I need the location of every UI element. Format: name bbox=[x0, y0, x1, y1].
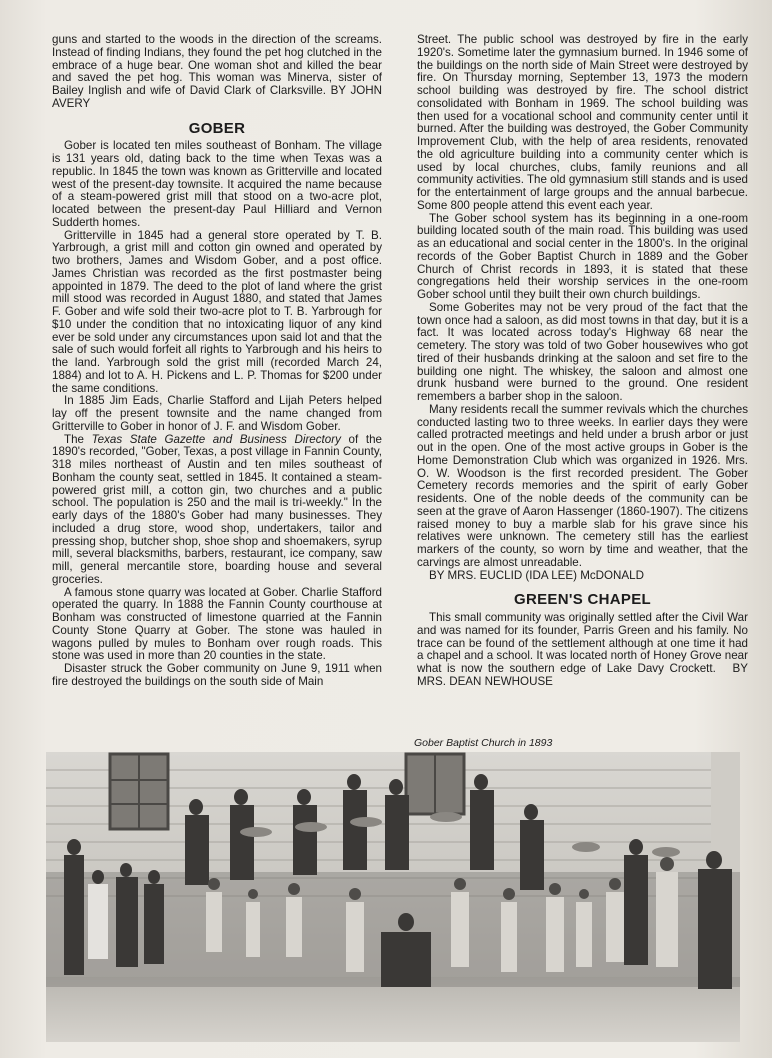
church-group-photo bbox=[46, 752, 740, 1042]
directory-before: The bbox=[64, 432, 92, 446]
left-column bbox=[52, 34, 382, 689]
gober-paragraph-directory bbox=[52, 434, 382, 587]
gober-paragraph-saloon: Some Goberites may not be very proud of the fact that the town once had a saloon, as did most towns in that day, but it is a fact. It was located across today's Highway 68 near the cemetery. The story was told of two Gober housewives who got tired of their husbands drinking at the saloon and set fire to the building one night. The whiskey, the saloon and almost one drunk husband were burned to the ground. One resident remembers a barber shop in the saloon. bbox=[417, 300, 748, 403]
directory-after: of the 1890's recorded, "Gober, Texas, a post village in Fannin County, 318 miles northeast of Austin and ten miles southeast of Bonham the county seat, settled in 1845. It contained a steam-powered grist mill, a cotton gin, two churches and a public school. The population is 250 and the mail is tri-weekly." In the early days of the 1880's Gober had many businesses. They included a drug store, wood shop, undertakers, tailor and pressing shop, butcher shop, shoe shop and shoemakers, syrup mill, several blacksmiths, barbers, restaurant, ice company, saw mill, general mercantile store, boarding house and several groceries. bbox=[52, 432, 382, 586]
gober-paragraph-2: Gritterville in 1845 had a general store operated by T. B. Yarbrough, a grist mill and cotton gin owned and operated by two brothers, James and Wisdom Gober, and a post office. James Christian was recorded as the first postmaster being appointed in 1879. The deed to the plot of land where the grist mill stood was recorded in August 1880, and stated that James F. Gober and wife sold their two-acre plot to T. B. Yarbrough for $10 under the condition that no intoxicating liquor of any kind ever be sold under any circumstances upon said lot and that the sale of such would forfeit all rights to Yarbrough and his heirs to the land. Yarbrough sold the grist mill (recorded March 24, 1884) and lot to A. H. Pickens and L. P. Thomas for $200 under the same conditions. bbox=[52, 228, 382, 395]
gober-paragraph-1: Gober is located ten miles southeast of Bonham. The village is 131 years old, dating back to the time when Texas was a republic. In 1845 the town was known as Gritterville and located west of the present-day townsite. It acquired the name because of a steam-powered grist mill that stood on a two-acre plot, located between the present-day Paul Hilliard and Vernon Sudderth homes. bbox=[52, 139, 382, 229]
gober-paragraph-school: The Gober school system has its beginning in a one-room building located south of the main road. This building was used as an educational and social center in the 1800's. In the original records of the Gober Baptist Church in 1889 and the Gober Church of Christ records in 1893, it is stated that these congregations held their worship services in the one-room Gober school until they built their own church buildings. bbox=[417, 211, 748, 301]
gober-paragraph-3: In 1885 Jim Eads, Charlie Stafford and Lijah Peters helped lay off the present townsite and the name changed from Gritterville to Gober in honor of J. F. and Wisdom Gober. bbox=[52, 394, 382, 433]
greens-chapel-text: This small community was originally settled after the Civil War and was named for its founder, Parris Green and his family. No trace can be found of the settlement although at one time it had a chapel and a school. It was located north of Honey Grove near what is now the southern edge of Lake Davy Crockett. bbox=[417, 611, 748, 675]
greens-chapel-paragraph bbox=[417, 612, 748, 689]
photo-caption: Gober Baptist Church in 1893 bbox=[414, 737, 553, 749]
gober-paragraph-continued: Street. The public school was destroyed by fire in the early 1920's. Sometime later the gymnasium burned. In 1946 some of the buildings on the north side of Main Street were destroyed by fire. On Thursday morning, September 13, 1973 the modern school building was destroyed by fire. The school district consolidated with Bonham in 1969. The school building was then used for a vocational school and community center until it burned. After the building was destroyed, the Gober Community Improvement Club, with the help of area residents, renovated the old agriculture building into a community center which is used by local churches, clubs, family reunions and all community activities. The old gymnasium still stands and is used for the entertainment of large groups and the annual barbecue. Some 800 people attend this event each year. bbox=[417, 33, 748, 212]
gober-heading: GOBER bbox=[188, 119, 246, 137]
greens-chapel-byline: BY MRS. DEAN NEWHOUSE bbox=[417, 662, 748, 688]
gober-byline: BY MRS. EUCLID (IDA LEE) McDONALD bbox=[429, 568, 644, 582]
gober-paragraph-fire: Disaster struck the Gober community on June 9, 1911 when fire destroyed the buildings on the south side of Main bbox=[52, 662, 382, 688]
right-column bbox=[417, 34, 748, 689]
directory-title: Texas State Gazette and Business Directory bbox=[91, 432, 341, 446]
church-group-photo-image bbox=[46, 752, 740, 1042]
gober-paragraph-revivals: Many residents recall the summer revivals which the churches conducted lasting two to three weeks. In earlier days they were called protracted meetings and held under a brush arbor or just out in the open. One of the most active groups in Gober is the Home Demonstration Club which was organized in 1926. Mrs. O. W. Woodson is the first recorded president. The Gober Cemetery records memories and the spirit of early Gober residents. One of the noble deeds of the community can be seen at the grave of Aaron Hassenger (1860-1907). The citizens raised money to buy a marble slab for his grave since his relatives were unknown. The cemetery still has the earliest markers of the county, so worn by time and weather, that the carvings are almost unreadable. bbox=[417, 402, 748, 569]
greens-chapel-heading: GREEN'S CHAPEL bbox=[514, 591, 651, 609]
intro-paragraph: guns and started to the woods in the direction of the screams. Instead of finding Indians, they found the pet hog clutched in the embrace of a huge bear. One woman shot and killed the bear and saved the pet hog. This woman was Minerva, sister of Bailey Inglish and wife of David Clark of Clarksville. BY JOHN AVERY bbox=[52, 33, 382, 110]
gober-paragraph-quarry: A famous stone quarry was located at Gober. Charlie Stafford operated the quarry. In 1888 the Fannin County courthouse at Bonham was constructed of limestone quarried at the Fannin County Stone Quarry at Gober. The stone was hauled in wagons pulled by mules to Bonham over rough roads. This stone was used in more than 20 counties in the state. bbox=[52, 585, 382, 663]
